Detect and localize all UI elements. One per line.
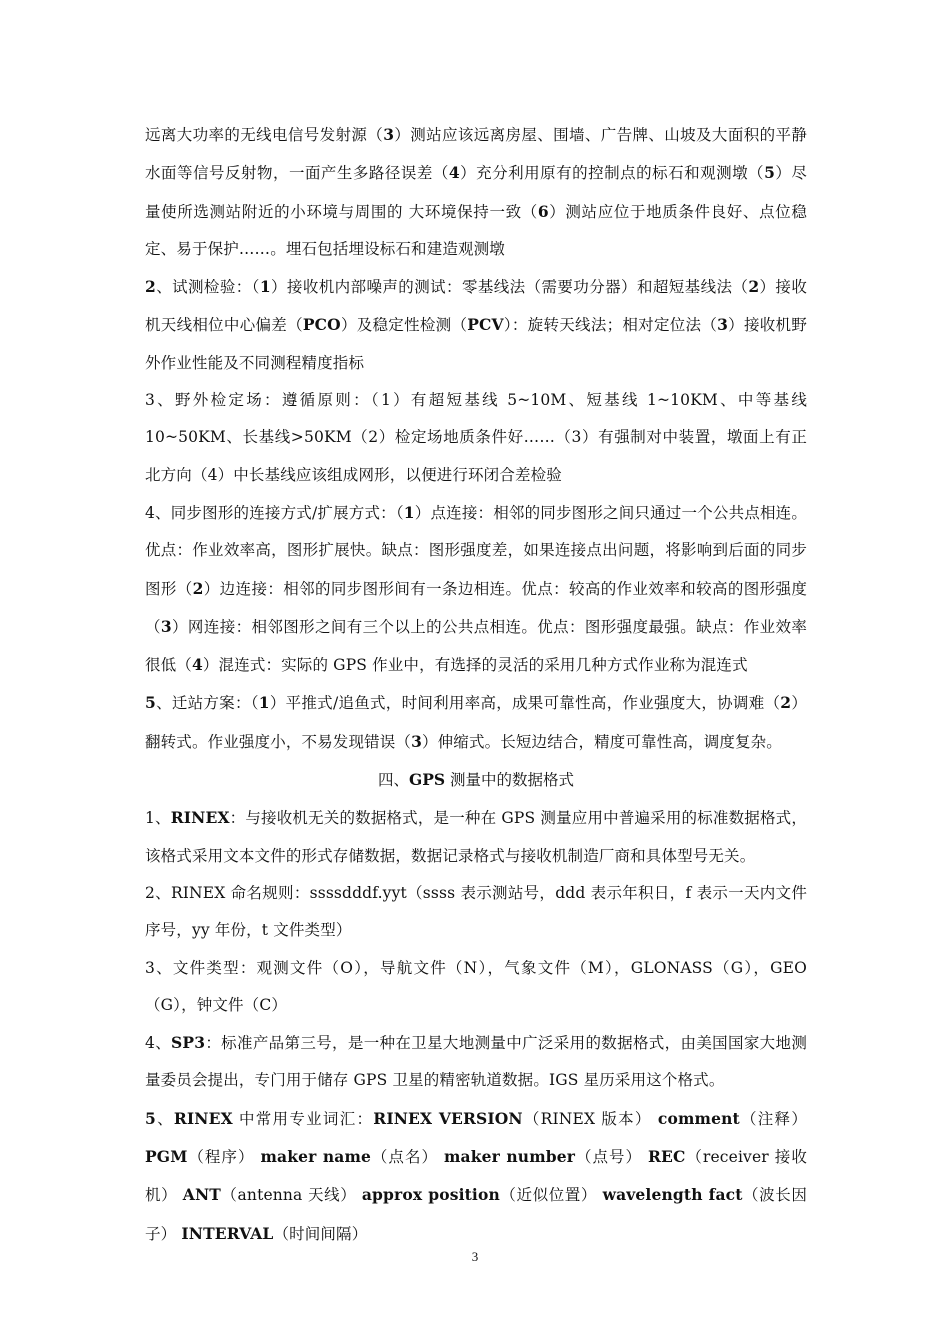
bold-text-run: comment (657, 1108, 740, 1128)
paragraph (145, 684, 807, 761)
bold-text-run: maker number (443, 1147, 576, 1167)
bold-text-run: RINEX VERSION (373, 1108, 523, 1128)
paragraph (145, 268, 807, 382)
paragraph (145, 1100, 807, 1253)
text-run: ）：旋转天线法；相对定位法（ (503, 316, 718, 335)
bold-text-run: 6 (537, 201, 549, 221)
text-run: 4、同步图形的连接方式/扩展方式：（ (145, 503, 404, 522)
bold-text-run: 4 (448, 163, 460, 183)
document-body (145, 116, 807, 1253)
text-run: 3、文件类型：观测文件（O），导航文件（N），气象文件（M），GLONASS（G），GEO（G），钟文件（C） (145, 958, 807, 1014)
text-run: ）网连接：相邻图形之间有三个以上的公共点相连。优点：图形强度最强。缺点：作业效率很低（ (145, 617, 807, 675)
bold-text-run: GPS (408, 770, 446, 790)
text-run: ）边连接：相邻的同步图形间有一条边相连。优点：较高的作业效率和较高的图形强度（ (145, 579, 807, 636)
bold-text-run: wavelength fact (602, 1185, 743, 1205)
text-run: 远离大功率的无线电信号发射源（ (145, 126, 384, 144)
text-run: ）混连式：实际的 GPS 作业中，有选择的灵活的采用几种方式作业称为混连式 (202, 656, 748, 675)
bold-text-run: 3 (717, 315, 729, 335)
text-run: ）接收机内部噪声的测试：零基线法（需要功分器）和超短基线法（ (270, 278, 749, 297)
text-run: 1、 (145, 809, 171, 828)
bold-text-run: 2 (780, 693, 792, 713)
bold-text-run: 5 (764, 163, 775, 183)
text-run: ）翻转式。作业强度小，不易发现错误（ (145, 694, 807, 751)
bold-text-run: 3 (160, 616, 172, 636)
text-run: （点名） (371, 1148, 444, 1167)
bold-text-run: 5 (145, 693, 156, 713)
text-run: ）测站应位于地质条件良好、点位稳定、易于保护……。埋石包括埋设标石和建造观测墩 (145, 202, 807, 258)
bold-text-run: PCO (302, 315, 341, 335)
bold-text-run: PCV (467, 315, 504, 335)
text-run: ）平推式/追鱼式，时间利用率高，成果可靠性高，作业强度大，协调难（ (269, 694, 781, 713)
bold-text-run: 3 (411, 731, 422, 751)
paragraph (145, 382, 807, 494)
bold-text-run: 2 (192, 578, 204, 598)
bold-text-run: PGM (145, 1147, 188, 1167)
text-run: 测量中的数据格式 (445, 771, 575, 790)
text-run: ）接收机野外作业性能及不同测程精度指标 (145, 316, 807, 372)
bold-text-run: approx position (361, 1185, 500, 1205)
text-run: （antenna 天线） (220, 1186, 362, 1205)
bold-text-run: RINEX (173, 1108, 233, 1128)
text-run: （点号） (575, 1148, 649, 1167)
text-run: 、 (155, 1109, 174, 1128)
text-run: 3、野外检定场：遵循原则：（1）有超短基线 5~10M、短基线 1~10KM、中等基线 10~50KM、长基线>50KM（2）检定场地质条件好……（3）有强制对中装置，墩面上有正北方向（4）中长基线应该组成网形，以便进行环闭合差检验 (145, 391, 807, 484)
paragraph (145, 494, 807, 684)
bold-text-run: RINEX (170, 808, 230, 828)
paragraph (145, 1024, 807, 1100)
bold-text-run: 2 (145, 277, 156, 297)
text-run: 四、 (377, 771, 409, 790)
bold-text-run: ANT (182, 1185, 221, 1205)
text-run: 中常用专业词汇： (232, 1109, 374, 1128)
text-run: ）充分利用原有的控制点的标石和观测墩（ (459, 164, 765, 183)
text-run: （时间间隔） (273, 1224, 368, 1243)
text-run: （波长因子） (145, 1186, 808, 1243)
paragraph (145, 116, 807, 268)
text-run: ）伸缩式。长短边结合，精度可靠性高，调度复杂。 (422, 732, 782, 751)
bold-text-run: SP3 (171, 1033, 206, 1053)
text-run: 、迁站方案：（ (155, 694, 259, 713)
text-run: 、试测检验：（ (155, 278, 260, 297)
bold-text-run: 1 (259, 277, 271, 297)
text-run: （近似位置） (499, 1186, 603, 1205)
bold-text-run: 2 (748, 277, 760, 297)
section-heading (145, 761, 807, 799)
text-run: （程序） (187, 1148, 261, 1167)
text-run: ）点连接：相邻的同步图形之间只通过一个公共点相连。优点：作业效率高，图形扩展快。缺点：图形强度差，如果连接点出问题，将影响到后面的同步图形（ (145, 503, 807, 598)
paragraph (145, 799, 807, 875)
text-run: （注释） (739, 1109, 807, 1128)
bold-text-run: 3 (383, 125, 395, 144)
text-run: 2、RINEX 命名规则：ssssdddf.yyt（ssss 表示测站号，ddd 表示年积日，f 表示一天内文件序号，yy 年份，t 文件类型） (145, 883, 807, 940)
bold-text-run: 5 (145, 1108, 156, 1128)
text-run: 4、 (145, 1034, 172, 1053)
text-run: ：与接收机无关的数据格式，是一种在 GPS 测量应用中普遍采用的标准数据格式，该格式采用文本文件的形式存储数据，数据记录格式与接收机制造厂商和具体型号无关。 (145, 809, 807, 865)
text-run: ）尽量使所选测站附近的小环境与周围的 大环境保持一致（ (145, 164, 807, 221)
text-run: ）接收机天线相位中心偏差（ (145, 278, 807, 335)
text-run: ）及稳定性检测（ (340, 316, 468, 335)
paragraph (145, 950, 807, 1025)
text-run: ）测站应该远离房屋、围墙、广告牌、山坡及大面积的平静水面等信号反射物，一面产生多路径误差（ (145, 126, 807, 183)
text-run: （RINEX 版本） (522, 1109, 658, 1128)
bold-text-run: 1 (403, 502, 415, 522)
text-run: （receiver 接收机） (145, 1148, 807, 1205)
bold-text-run: INTERVAL (181, 1223, 274, 1243)
text-run: ：标准产品第三号，是一种在卫星大地测量中广泛采用的数据格式，由美国国家大地测量委员会提出，专门用于储存 GPS 卫星的精密轨道数据。IGS 星历采用这个格式。 (145, 1034, 807, 1090)
paragraph (145, 875, 807, 950)
bold-text-run: REC (648, 1147, 686, 1167)
bold-text-run: maker name (260, 1147, 372, 1167)
bold-text-run: 1 (258, 693, 270, 713)
page-number: 3 (471, 1249, 479, 1264)
bold-text-run: 4 (191, 655, 203, 675)
